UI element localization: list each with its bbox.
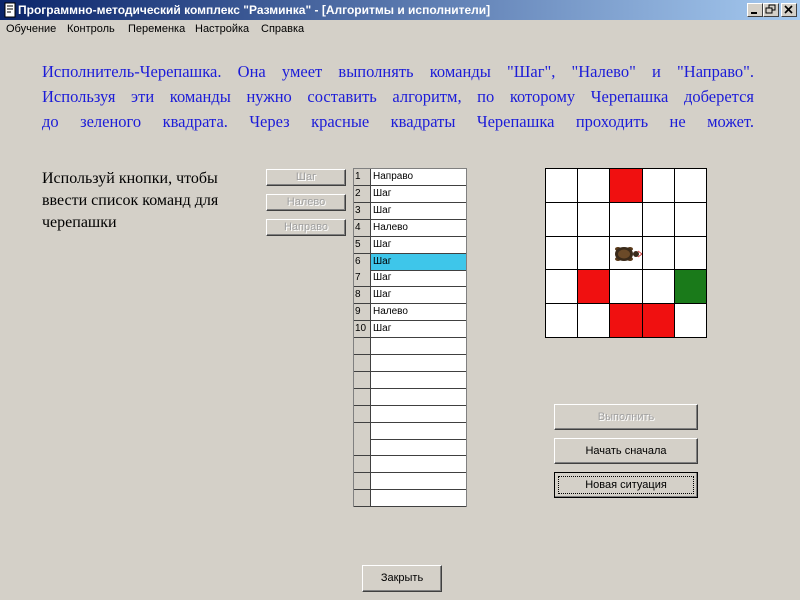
field-cell <box>546 270 577 303</box>
minimize-button[interactable] <box>747 3 763 17</box>
command-row[interactable] <box>354 372 466 389</box>
command-number <box>354 490 371 506</box>
command-text <box>371 490 466 506</box>
command-row[interactable] <box>354 237 466 254</box>
field-cell <box>643 169 674 202</box>
command-text: Шаг <box>373 323 392 335</box>
task-line: Используя эти команды нужно составить алгоритм, по которому Черепашка доберется <box>42 87 754 106</box>
menu-settings[interactable]: Настройка <box>195 23 250 35</box>
restart-button[interactable]: Начать сначала <box>554 438 698 464</box>
command-row[interactable] <box>354 490 466 507</box>
command-text: Шаг <box>373 204 392 216</box>
field-cell <box>578 304 609 337</box>
field-cell <box>675 237 706 270</box>
restore-icon <box>764 4 778 16</box>
command-row[interactable] <box>354 423 466 440</box>
command-row[interactable] <box>354 220 466 237</box>
task-description <box>42 59 754 134</box>
command-text <box>371 389 466 405</box>
command-row[interactable] <box>354 338 466 355</box>
command-row[interactable] <box>354 169 466 186</box>
command-number <box>354 473 371 489</box>
field-cell <box>675 169 706 202</box>
turn-left-button[interactable]: Налево <box>266 194 346 211</box>
command-text <box>371 456 466 472</box>
title-bar <box>0 0 800 20</box>
window-title: Программно-методический комплекс "Разминка" - [Алгоритмы и исполнители] <box>18 3 491 17</box>
field-cell <box>643 270 674 303</box>
command-number: 1 <box>354 169 371 185</box>
command-row[interactable] <box>354 355 466 372</box>
command-row[interactable] <box>354 456 466 473</box>
field-cell <box>578 237 609 270</box>
command-row[interactable] <box>354 389 466 406</box>
execute-button[interactable]: Выполнить <box>554 404 698 430</box>
menu-bar <box>0 20 800 39</box>
wall-cell <box>578 270 609 303</box>
command-text <box>371 372 466 388</box>
wall-cell <box>610 169 641 202</box>
command-row[interactable] <box>354 254 466 271</box>
command-number: 6 <box>354 254 371 270</box>
close-icon <box>782 4 796 16</box>
command-number <box>354 439 371 455</box>
command-number: 10 <box>354 321 371 337</box>
command-text: Налево <box>373 221 408 233</box>
field-cell <box>578 169 609 202</box>
field-cell <box>546 203 577 236</box>
command-text: Налево <box>373 306 408 318</box>
command-row[interactable] <box>354 287 466 304</box>
command-number <box>354 389 371 405</box>
turtle-icon <box>610 237 642 270</box>
command-row[interactable] <box>354 473 466 490</box>
command-number <box>354 406 371 422</box>
command-row[interactable] <box>354 321 466 338</box>
field-cell <box>643 237 674 270</box>
command-number: 4 <box>354 220 371 236</box>
command-row[interactable] <box>354 439 466 456</box>
command-number <box>354 423 371 439</box>
command-row[interactable] <box>354 270 466 287</box>
command-number: 5 <box>354 237 371 253</box>
close-button[interactable]: Закрыть <box>362 565 442 592</box>
command-text: Шаг <box>373 238 392 250</box>
field-cell <box>643 203 674 236</box>
command-text: Шаг <box>373 187 392 199</box>
app-icon <box>3 2 17 18</box>
close-window-button[interactable] <box>781 3 797 17</box>
command-list[interactable] <box>353 168 467 507</box>
menu-learning[interactable]: Обучение <box>6 23 57 35</box>
wall-cell <box>610 304 641 337</box>
new-situation-button[interactable]: Новая ситуация <box>554 472 698 498</box>
field-cell <box>546 237 577 270</box>
command-text: Шаг <box>373 272 392 284</box>
task-line: до зеленого квадрата. Через красные квадраты Черепашка проходить не может. <box>42 112 754 131</box>
command-number: 9 <box>354 304 371 320</box>
menu-control[interactable]: Контроль <box>67 23 115 35</box>
field-cell <box>675 203 706 236</box>
field-cell <box>675 304 706 337</box>
command-text: Шаг <box>373 289 392 301</box>
command-number: 8 <box>354 287 371 303</box>
command-number <box>354 372 371 388</box>
wall-cell <box>643 304 674 337</box>
command-text: Шаг <box>371 254 466 270</box>
command-number: 3 <box>354 203 371 219</box>
turn-right-button[interactable]: Направо <box>266 219 346 236</box>
command-text <box>371 439 466 455</box>
field-cell <box>546 304 577 337</box>
target-cell <box>675 270 706 303</box>
command-text <box>371 423 466 439</box>
command-number <box>354 456 371 472</box>
command-text <box>371 338 466 354</box>
command-text <box>371 406 466 422</box>
field-cell <box>610 237 641 270</box>
menu-help[interactable]: Справка <box>261 23 305 35</box>
step-button[interactable]: Шаг <box>266 169 346 186</box>
command-row[interactable] <box>354 186 466 203</box>
command-text <box>371 473 466 489</box>
minimize-icon <box>748 4 762 16</box>
command-text <box>371 355 466 371</box>
command-row[interactable] <box>354 304 466 321</box>
command-row[interactable] <box>354 406 466 423</box>
turtle-field <box>545 168 707 338</box>
field-cell <box>578 203 609 236</box>
hint-text: Используй кнопки, чтобы ввести список команд для черепашки <box>42 170 219 231</box>
command-number <box>354 338 371 354</box>
command-text: Направо <box>373 171 414 182</box>
task-line: Исполнитель-Черепашка. Она умеет выполнять команды "Шаг", "Налево" и "Направо". <box>42 62 754 81</box>
command-row[interactable] <box>354 203 466 220</box>
field-cell <box>610 270 641 303</box>
command-number: 2 <box>354 186 371 202</box>
field-cell <box>546 169 577 202</box>
menu-break[interactable]: Переменка <box>128 23 186 35</box>
restore-button[interactable] <box>763 3 779 17</box>
field-cell <box>610 203 641 236</box>
command-number <box>354 355 371 371</box>
command-number: 7 <box>354 270 371 286</box>
